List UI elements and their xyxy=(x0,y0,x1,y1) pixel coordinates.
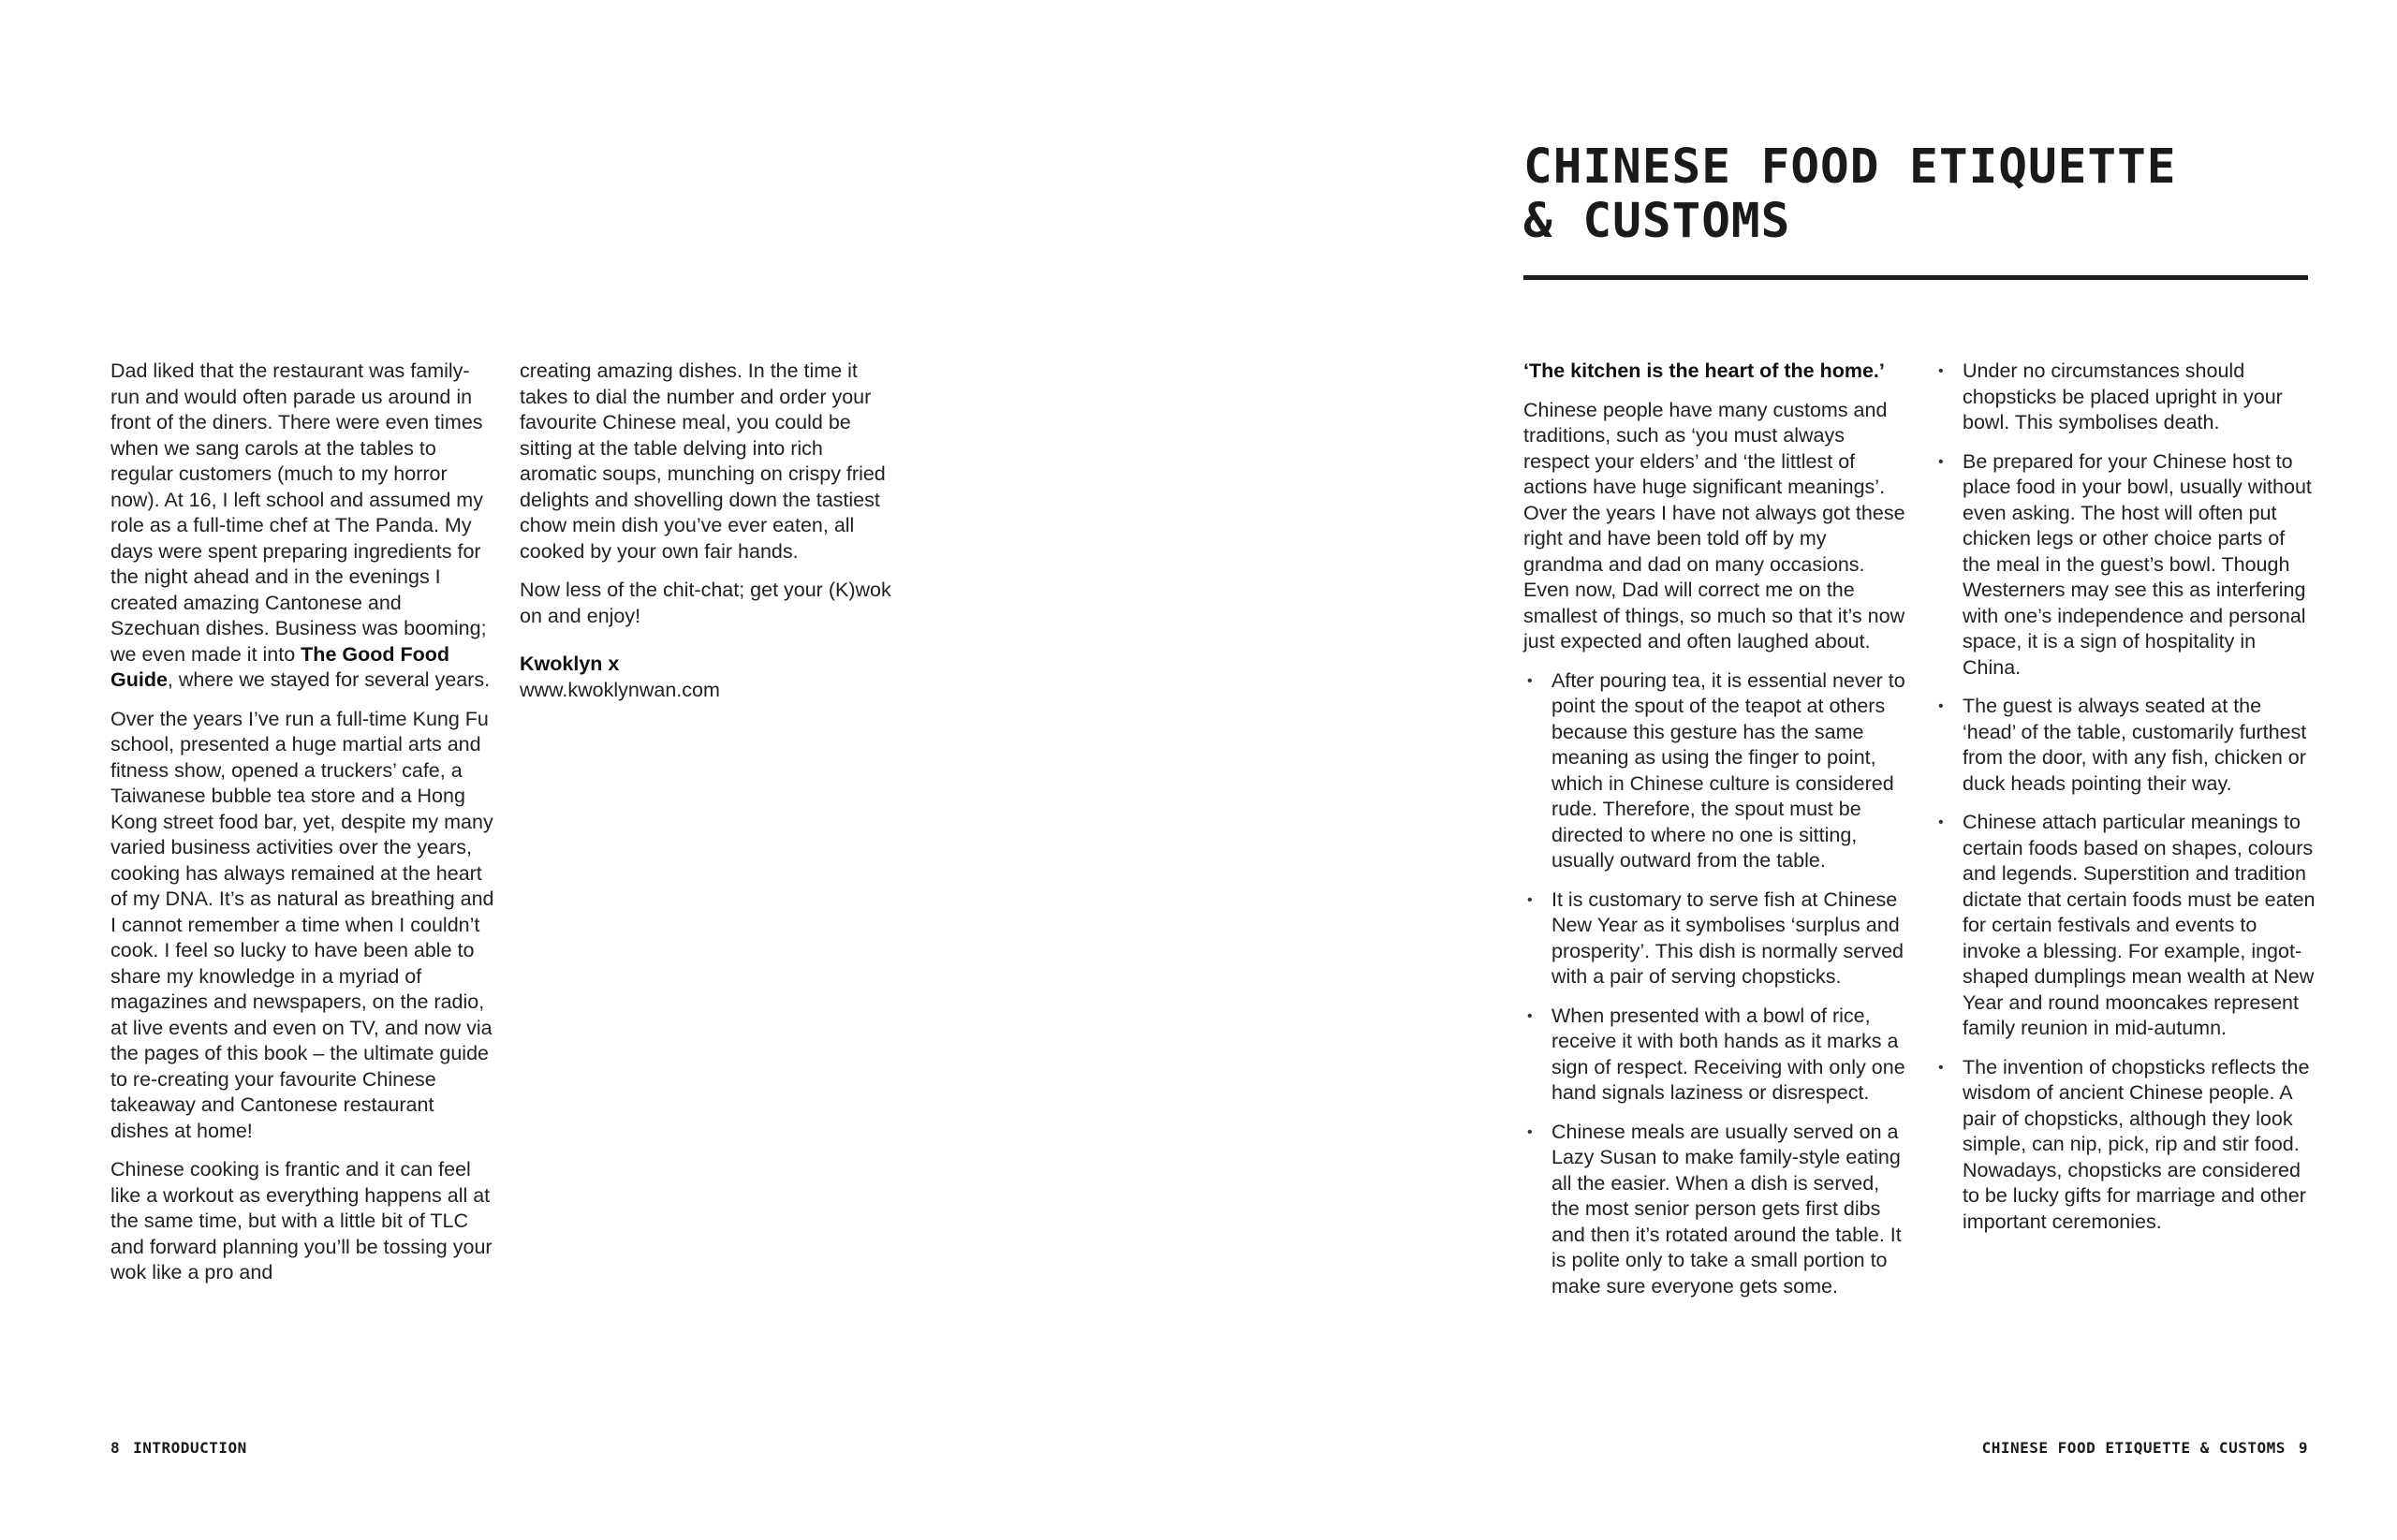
running-head: CHINESE FOOD ETIQUETTE & CUSTOMS xyxy=(1981,1439,2286,1457)
bullet-icon: • xyxy=(1527,1123,1533,1140)
bullet-icon: • xyxy=(1938,363,1944,379)
page-title: CHINESE FOOD ETIQUETTE & CUSTOMS xyxy=(1523,139,2177,249)
running-head: INTRODUCTION xyxy=(133,1439,247,1457)
intro-paragraph: Chinese people have many customs and traditions, such as ‘you must always respect your elders’ and ‘the littlest of actions have huge significant meanings’. Over the years I have not always got these right and have been told off by my grandma and dad on many occasions. Even now, Dad will correct me on the smallest of things, so much so that it’s now just expected and often laughed about. xyxy=(1523,398,1905,653)
body-paragraph: Dad liked that the restaurant was family-run and would often parade us around in front of the diners. There were even times when we sang carols at the tables to regular customers (much to my horror now). At 16, I left school and assumed my role as a full-time chef at The Panda. My days were spent preparing ingredients for the night ahead and in the evenings I created amazing Cantonese and Szechuan dishes. Business was booming; we even made it into The Good Food Guide, where we stayed for several years. xyxy=(110,359,491,691)
bullet-icon: • xyxy=(1938,814,1944,830)
bullet-icon: • xyxy=(1938,698,1944,714)
body-paragraph: Chinese cooking is frantic and it can feel like a workout as everything happens all at the same time, but with a little bit of TLC and forward planning you’ll be tossing your wok like a pro and xyxy=(110,1158,493,1283)
list-item: • The guest is always seated at the ‘head’ of the table, customarily furthest from the door, with any fish, chicken or duck heads pointing their way. xyxy=(1938,695,2307,795)
signature: Kwoklyn x xyxy=(520,653,620,675)
etiquette-list xyxy=(1523,668,1907,1300)
list-item: • Be prepared for your Chinese host to place food in your bowl, usually without even asking. The host will often put chicken legs or other choice parts of the meal in the guest’s bowl. Though Westerners may see this as interfering with one’s independence and personal space, it is a sign of hospitality in China. xyxy=(1938,449,2312,679)
list-item: • When presented with a bowl of rice, receive it with both hands as it marks a sign of respect. Receiving with only one hand signals laziness or disrespect. xyxy=(1527,1004,1905,1104)
footer-left xyxy=(110,1439,247,1457)
left-page-column-2 xyxy=(520,359,904,716)
left-page-column-1 xyxy=(110,359,494,1299)
bullet-icon: • xyxy=(1527,672,1533,689)
body-paragraph: creating amazing dishes. In the time it takes to dial the number and order your favourite Chinese meal, you could be sitting at the table delving into rich aromatic soups, munching on crispy fried delights and shovelling down the tastiest chow mein dish you’ve ever eaten, all cooked by your own fair hands. xyxy=(520,359,886,563)
right-page-column-2 xyxy=(1934,359,2318,1248)
list-item: • It is customary to serve fish at Chinese New Year as it symbolises ‘surplus and prosperity’. This dish is normally served with a pair of serving chopsticks. xyxy=(1527,887,1904,988)
pull-quote: ‘The kitchen is the heart of the home.’ xyxy=(1523,359,1885,382)
title-divider xyxy=(1523,275,2308,280)
bullet-icon: • xyxy=(1938,453,1944,470)
list-item: • Chinese attach particular meanings to certain foods based on shapes, colours and legends. Superstition and tradition dictate that certain foods must be eaten for certain festivals and events to invoke a blessing. For example, ingot-shaped dumplings mean wealth at New Year and round mooncakes represent family reunion in mid-autumn. xyxy=(1938,811,2316,1039)
signature-block xyxy=(520,652,904,703)
page-number: 8 xyxy=(110,1439,121,1457)
etiquette-list xyxy=(1934,359,2318,1235)
right-page-column-1 xyxy=(1523,359,1907,1313)
page-number: 9 xyxy=(2298,1439,2308,1457)
bullet-icon: • xyxy=(1938,1059,1944,1076)
list-item: • Under no circumstances should chopsticks be placed upright in your bowl. This symbolises death. xyxy=(1938,359,2283,433)
list-item: • The invention of chopsticks reflects the wisdom of ancient Chinese people. A pair of chopsticks, although they look simple, can nip, pick, rip and stir food. Nowadays, chopsticks are considered to be lucky gifts for marriage and other important ceremonies. xyxy=(1938,1055,2310,1233)
list-item: • After pouring tea, it is essential never to point the spout of the teapot at others because this gesture has the same meaning as using the finger to point, which in Chinese culture is considered rude. Therefore, the spout must be directed to where no one is sitting, usually outward from the table. xyxy=(1527,668,1905,872)
book-title: The Good Food Guide xyxy=(110,642,449,691)
body-paragraph: Over the years I’ve run a full-time Kung Fu school, presented a huge martial arts and fitness show, opened a truckers’ cafe, a Taiwanese bubble tea store and a Hong Kong street food bar, yet, despite my many varied business activities over the years, cooking has always remained at the heart of my DNA. It’s as natural as breathing and I cannot remember a time when I couldn’t cook. I feel so lucky to have been able to share my knowledge in a myriad of magazines and newspapers, on the radio, at live events and even on TV, and now via the pages of this book – the ultimate guide to re-creating your favourite Chinese takeaway and Cantonese restaurant dishes at home! xyxy=(110,707,494,1142)
bullet-icon: • xyxy=(1527,891,1533,908)
body-paragraph: Now less of the chit-chat; get your (K)wok on and enjoy! xyxy=(520,579,891,627)
footer-right xyxy=(1982,1439,2308,1457)
list-item: • Chinese meals are usually served on a Lazy Susan to make family-style eating all the easier. When a dish is served, the most senior person gets first dibs and then it’s rotated around the table. It is polite only to take a small portion to make sure everyone gets some. xyxy=(1527,1120,1902,1298)
website-link[interactable]: www.kwoklynwan.com xyxy=(520,678,720,701)
bullet-icon: • xyxy=(1527,1007,1533,1024)
